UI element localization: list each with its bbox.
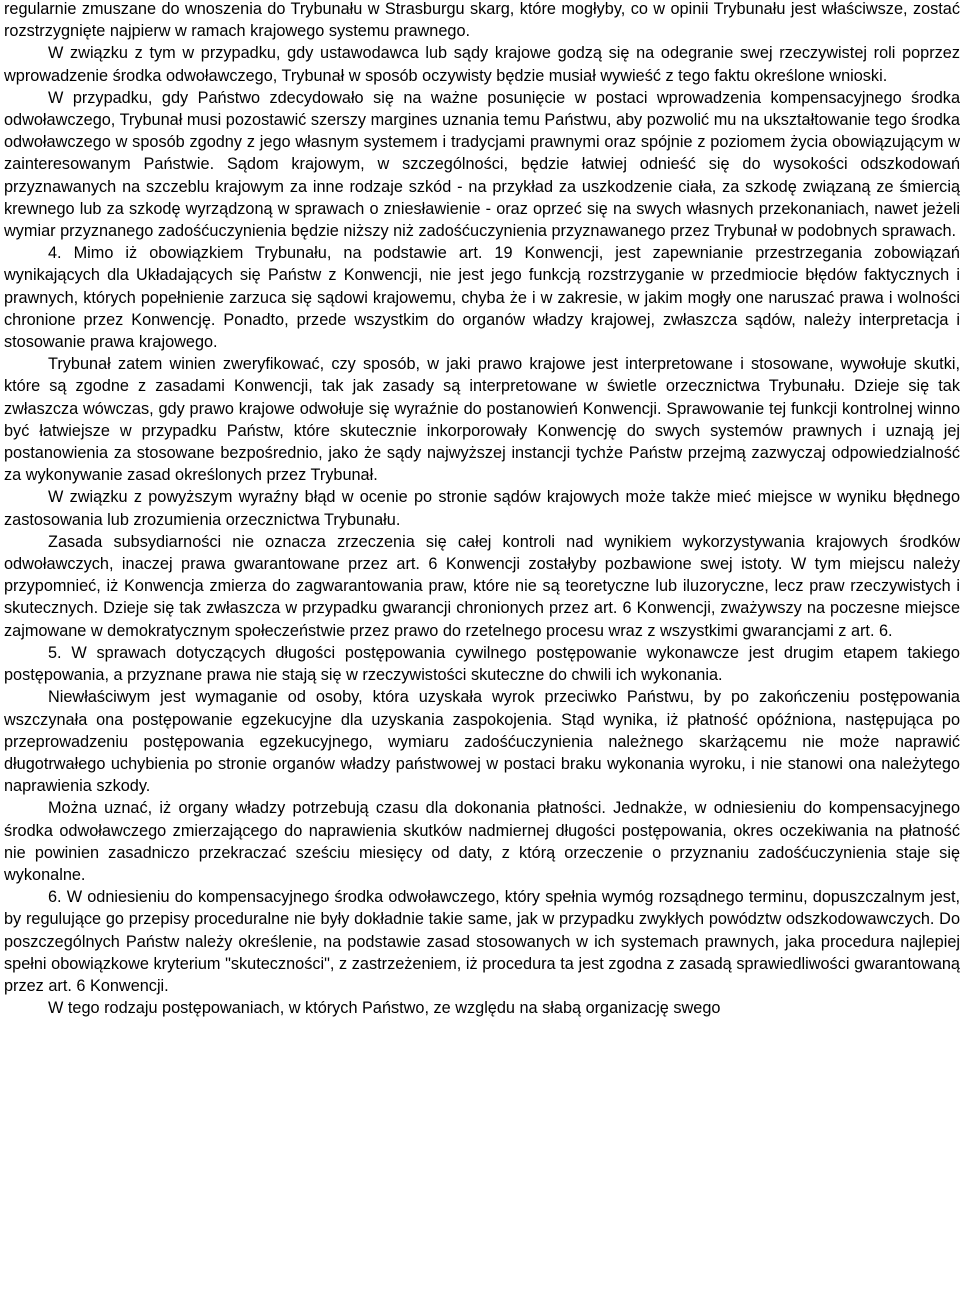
paragraph-1: regularnie zmuszane do wnoszenia do Trybunału w Strasburgu skarg, które mogłyby, co w opinii Trybunału jest właściwsze, zostać rozstrzygnięte najpierw w ramach krajowego systemu prawnego. bbox=[4, 0, 960, 41]
paragraph-12: W tego rodzaju postępowaniach, w których Państwo, ze względu na słabą organizację swego bbox=[48, 999, 721, 1018]
paragraph-10: Można uznać, iż organy władzy potrzebują czasu dla dokonania płatności. Jednakże, w odniesieniu do kompensacyjnego środka odwoławczego zmierzającego do naprawienia skutków nadmiernej długości postępowania, okres oczekiwania na płatność nie powinien zasadniczo przekraczać sześciu miesięcy od daty, z którą orzeczenie o przyznaniu zadośćuczynienia staje się wykonalne. bbox=[4, 799, 960, 884]
paragraph-9: Niewłaściwym jest wymaganie od osoby, która uzyskała wyrok przeciwko Państwu, by po zakończeniu postępowania wszczynała ona postępowanie egzekucyjne dla uzyskania zaspokojenia. Stąd wynika, iż płatność opóźniona, następująca po przeprowadzeniu postępowania egzekucyjnego, wymiaru zadośćuczynienia należnego skarżącemu nie może naprawić długotrwałego uchybienia po stronie organów władzy państwowej w postaci braku wykonania wyroku, i nie stanowi ona należytego naprawienia szkody. bbox=[4, 688, 960, 796]
paragraph-2: W związku z tym w przypadku, gdy ustawodawca lub sądy krajowe godzą się na odegranie swej rzeczywistej roli poprzez wprowadzenie środka odwoławczego, Trybunał w sposób oczywisty będzie musiał wywieść z tego faktu określone wnioski. bbox=[4, 44, 960, 85]
paragraph-6: W związku z powyższym wyraźny błąd w ocenie po stronie sądów krajowych może także mieć miejsce w wyniku błędnego zastosowania lub zrozumienia orzecznictwa Trybunału. bbox=[4, 488, 960, 529]
paragraph-3: W przypadku, gdy Państwo zdecydowało się na ważne posunięcie w postaci wprowadzenia kompensacyjnego środka odwoławczego, Trybunał musi pozostawić szerszy margines uznania temu Państwu, aby pozwolić mu na ukształtowanie tego środka odwoławczego w sposób zgodny z jego własnym systemem i tradycjami prawnymi oraz spójnie z poziomem życia obowiązującym w zainteresowanym Państwie. Sądom krajowym, w szczególności, będzie łatwiej odnieść się do wysokości odszkodowań przyznawanych na szczeblu krajowym za inne rodzaje szkód - na przykład za uszkodzenie ciała, za szkodę związaną ze śmiercią krewnego lub za szkodę wyrządzoną w sprawach o zniesławienie - oraz oprzeć się na swych własnych przekonaniach, nawet jeżeli wymiar przyznanego zadośćuczynienia będzie niższy niż zadośćuczynienia przyznawanego przez Trybunał w podobnych sprawach. bbox=[4, 88, 960, 241]
paragraph-5: Trybunał zatem winien zweryfikować, czy sposób, w jaki prawo krajowe jest interpretowane i stosowane, wywołuje skutki, które są zgodne z zasadami Konwencji, tak jak zasady są interpretowane w świetle orzecznictwa Trybunału. Dzieje się tak zwłaszcza wówczas, gdy prawo krajowe odwołuje się wyraźnie do postanowień Konwencji. Sprawowanie tej funkcji kontrolnej winno być łatwiejsze w przypadku Państw, które skutecznie inkorporowały Konwencję do swych systemów prawnych i uznają jej postanowienia za stosowane bezpośrednio, jako że sądy najwyższej instancji tychże Państw przejmą zazwyczaj odpowiedzialność za wykonywanie zasad określonych przez Trybunał. bbox=[4, 355, 960, 485]
paragraph-8: 5. W sprawach dotyczących długości postępowania cywilnego postępowanie wykonawcze jest drugim etapem takiego postępowania, a przyznane prawa nie stają się w rzeczywistości skuteczne do chwili ich wykonania. bbox=[4, 643, 960, 685]
paragraph-11: 6. W odniesieniu do kompensacyjnego środka odwoławczego, który spełnia wymóg rozsądnego terminu, dopuszczalnym jest, by regulujące go przepisy proceduralne nie były dokładnie takie same, jak w przypadku zwykłych powództw odszkodowawczych. Do poszczególnych Państw należy określenie, na podstawie zasad stosowanych w ich systemach prawnych, jaka procedura najlepiej spełni obowiązkowe kryterium "skuteczności", z zastrzeżeniem, iż procedura ta jest zgodna z zasadą sprawiedliwości gwarantowaną przez art. 6 Konwencji. bbox=[4, 888, 960, 995]
paragraph-7: Zasada subsydiarności nie oznacza zrzeczenia się całej kontroli nad wynikiem wykorzystywania krajowych środków odwoławczych, inaczej prawa gwarantowane przez art. 6 Konwencji zostałyby pozbawione swej istoty. W tym miejscu należy przypomnieć, iż Konwencja zmierza do zagwarantowania praw, które nie są teoretyczne lub iluzoryczne, lecz praw rzeczywistych i skutecznych. Dzieje się tak zwłaszcza w przypadku gwarancji chronionych przez art. 6 Konwencji, zważywszy na poczesne miejsce zajmowane w demokratycznym społeczeństwie przez prawo do rzetelnego procesu wraz z wszystkimi gwarancjami z art. 6. bbox=[4, 532, 960, 640]
paragraph-4: 4. Mimo iż obowiązkiem Trybunału, na podstawie art. 19 Konwencji, jest zapewnianie przestrzegania zobowiązań wynikających dla Układających się Państw z Konwencji, nie jest jego funkcją rozstrzyganie w przedmiocie błędów faktycznych i prawnych, których popełnienie zarzuca się sądowi krajowemu, chyba że i w zakresie, w jakim mogły one naruszać prawa i wolności chronione przez Konwencję. Ponadto, przede wszystkim do organów władzy krajowej, zwłaszcza sądów, należy interpretacja i stosowanie prawa krajowego. bbox=[4, 244, 960, 352]
